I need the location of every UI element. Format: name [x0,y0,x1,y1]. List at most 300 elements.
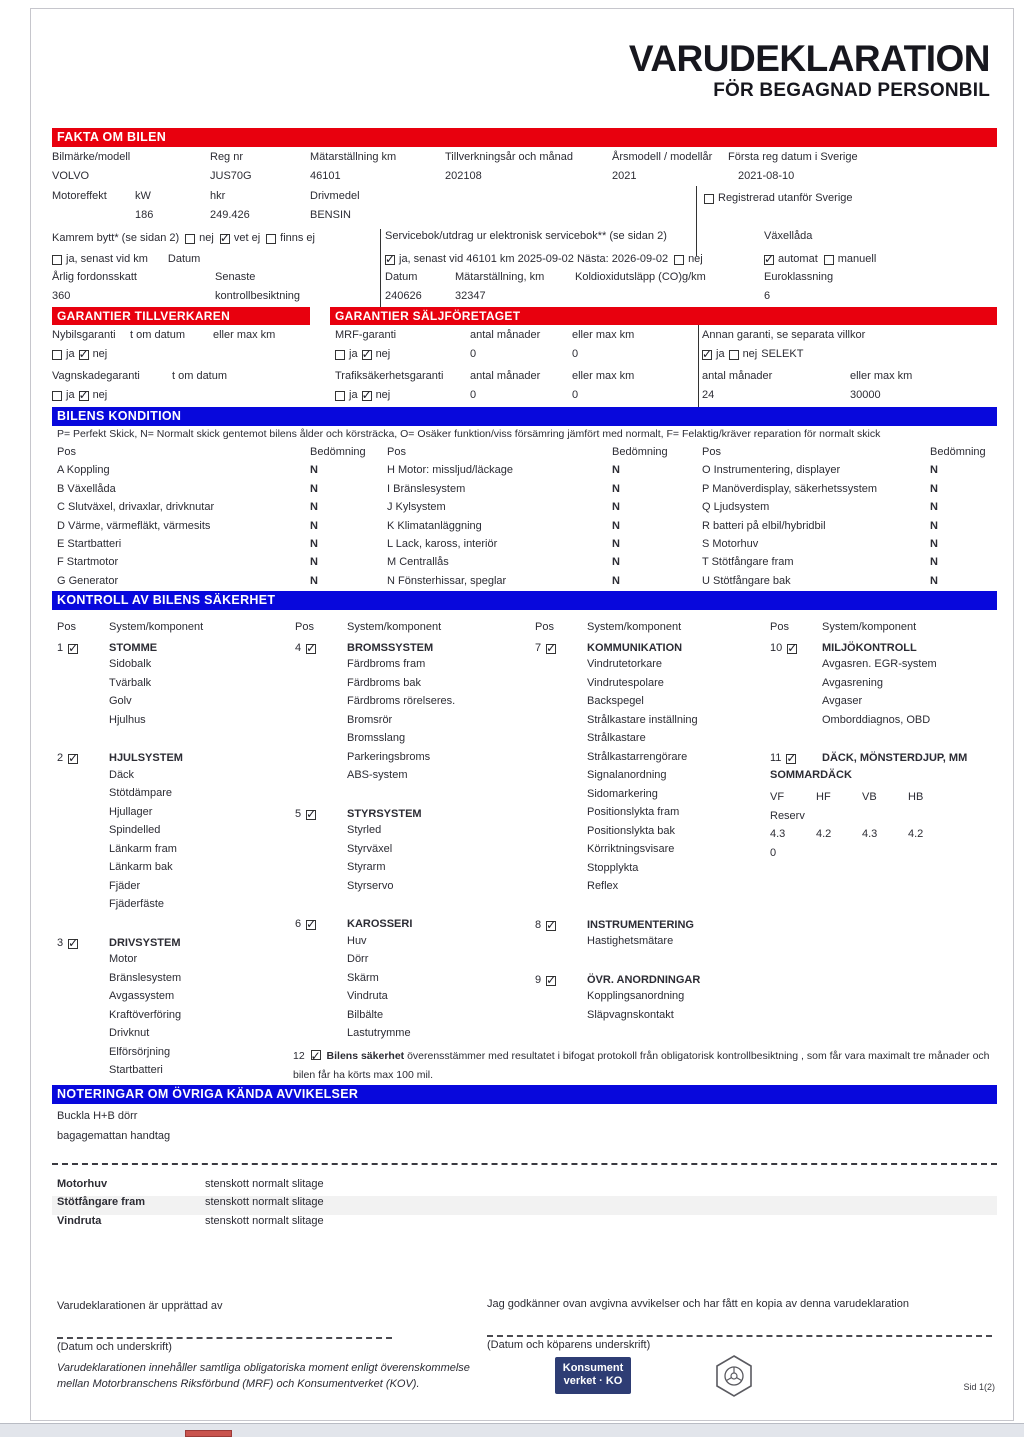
sakerhet-col-1 [57,621,295,1083]
safety-item: Länkarm bak [109,861,173,873]
safety-item: Färdbroms bak [347,676,421,689]
konsumentverket-line-2: verket · KO [563,1375,623,1387]
kondition-row [387,556,702,574]
besiktning-km-value: 32347 [455,290,486,302]
trafik-maxkm-value: 0 [572,389,579,401]
group-ovr-anordningar [535,972,770,1028]
motoreffekt-label: Motoreffekt [52,190,107,202]
group-number: 7 [535,641,542,654]
group-drivsystem [57,935,295,1083]
tire-header: HB [908,791,924,803]
group-title: DRIVSYSTEM [109,936,181,949]
group-checkbox[interactable] [546,921,556,931]
group-title: ÖVR. ANORDNINGAR [587,973,701,986]
item12-lead: Bilens säkerhet [326,1050,405,1062]
kondition-row [702,538,997,556]
kondition-row [57,556,387,574]
servicebok-ja-row [385,251,703,269]
kondition-item-label: T Stötfångare fram [702,556,794,569]
field-value: 202108 [445,170,482,182]
sakerhet-col-3 [535,621,770,1083]
besiktning-km-label: Mätarställning, km [455,271,545,283]
kondition-item-grade: N [310,519,318,532]
kondition-item-grade: N [930,574,938,587]
tire-header: VF [770,791,785,803]
slitage-note: stenskott normalt slitage [205,1214,324,1227]
annan-nej-label: nej [742,348,758,360]
safety-item: Sidomarkering [587,787,658,800]
slitage-note: stenskott normalt slitage [205,1178,324,1190]
group-number: 6 [295,918,302,931]
trafik-manader-label: antal månader [470,370,541,382]
mrf-garanti-values [335,348,578,362]
kondition-item-label: U Stötfångare bak [702,574,791,587]
kondition-item-label: N Fönsterhissar, speglar [387,574,507,587]
safety-item: Parkeringsbroms [347,750,431,763]
drivmedel-value: BENSIN [310,209,351,221]
annan-garanti-label: Annan garanti, se separata villkor [702,329,866,341]
safety-item: Tvärbalk [109,676,152,689]
pos-header: Pos [770,621,789,633]
kondition-row [387,520,702,538]
next-page-red-bar-fragment [185,1430,232,1437]
kondition-item-grade: N [310,537,318,550]
group-number: 10 [770,641,783,654]
safety-item: Bränslesystem [109,971,182,984]
safety-item: Backspegel [587,695,644,707]
group-title: STYRSYSTEM [347,807,422,820]
group-checkbox[interactable] [306,644,316,654]
kondition-item-label: F Startmotor [57,556,119,569]
kamrem-nej-checkbox[interactable] [185,234,195,244]
kondition-item-label: P Manöverdisplay, säkerhetssystem [702,482,878,495]
group-title: BROMSSYSTEM [347,641,434,654]
nybilsgaranti-tom-label: t om datum [130,329,186,341]
footer-line-2: mellan Motorbranschens Riksförbund (MRF) och Konsumentverket (KOV). [57,1378,420,1390]
kondition-row [57,520,387,538]
safety-item: Stötdämpare [109,787,172,799]
upprattad-label: Varudeklarationen är upprättad av [57,1300,223,1312]
group-hjulsystem [57,750,295,917]
kondition-item-grade: N [930,519,938,532]
nybilsgaranti-ja-checkbox[interactable] [52,350,62,360]
safety-item: ABS-system [347,769,408,781]
kondition-item-grade: N [310,574,318,587]
system-header: System/komponent [587,621,682,633]
system-header: System/komponent [822,621,917,633]
sakerhet-col-2 [295,621,535,1083]
kondition-item-grade: N [612,501,620,514]
footer-line-1: Varudeklarationen innehåller samtliga obligatoriska moment enligt överenskommelse [57,1362,470,1374]
nybilsgaranti-checkrow [52,348,107,362]
group-checkbox[interactable] [68,644,78,654]
drivmedel-label: Drivmedel [310,190,360,202]
slitage-row [52,1178,997,1196]
servicebok-nej-label: nej [688,253,703,266]
safety-item: Skärm [347,971,379,984]
safety-item: Huv [347,934,367,947]
item12-checkbox[interactable] [311,1050,321,1060]
trafik-manader-value: 0 [470,389,477,401]
mrf-garanti-labels [335,329,634,343]
field-value: JUS70G [210,170,252,182]
group-number: 3 [57,936,64,949]
safety-item: Drivknut [109,1027,150,1039]
noteringar-notes [52,1104,997,1149]
senaste-label: Senaste [215,271,256,283]
kamrem-finnsej-label: finns ej [280,232,315,245]
divider-registrerad [696,186,697,256]
kamrem-vetej-label: vet ej [233,232,261,245]
kondition-item-grade: N [310,464,318,477]
registrerad-label: Registrerad utanför Sverige [718,192,853,204]
tire-header: VB [862,791,877,803]
mrf-nej-checkbox[interactable] [362,350,372,360]
pos-header: Pos [535,621,554,633]
slitage-row [52,1196,997,1214]
besiktning-datum-label: Datum [385,271,418,283]
kondition-item-label: J Kylsystem [387,501,446,514]
kamrem-datum-label: Datum [167,253,201,266]
field-label: Första reg datum i Sverige [728,151,858,163]
vagnskadegaranti-checkrow [52,389,107,403]
annan-ja-label: ja [716,348,725,360]
kondition-row [387,483,702,501]
note-line: Buckla H+B dörr [57,1110,138,1122]
safety-item: Släpvagnskontakt [587,1008,674,1021]
registrerad-checkbox[interactable] [704,194,714,204]
datum-underskrift-label: (Datum och underskrift) [57,1341,172,1353]
kondition-item-label: I Bränslesystem [387,482,466,495]
kondition-item-grade: N [310,501,318,514]
section-footer [52,1355,997,1415]
co2-label: Koldioxidutsläpp (CO)g/km [575,271,706,283]
vagnskadegaranti-ja-checkbox[interactable] [52,391,62,401]
safety-item: Positionslykta fram [587,806,680,818]
section-bar-kondition: BILENS KONDITION [52,407,997,426]
kw-label: kW [135,190,151,202]
field-value: VOLVO [52,170,90,182]
divider-kamrem-servicebok [380,229,381,307]
vagnskadegaranti-tom-label: t om datum [172,370,228,382]
dack-subtitle: SOMMARDÄCK [770,768,852,781]
trafik-ja-label: ja [349,389,358,401]
bedomning-header: Bedömning [612,446,668,458]
safety-item: Stopplykta [587,861,639,874]
safety-item: Avgasren. EGR-system [822,658,937,670]
note-line: bagagemattan handtag [57,1129,171,1142]
safety-item: Positionslykta bak [587,824,676,837]
annan-garanti-note: SELEKT [761,348,804,360]
tire-value: 4.2 [908,828,924,840]
safety-item: Reflex [587,880,619,892]
safety-item: Strålkastare [587,732,646,744]
kondition-item-label: E Startbatteri [57,537,122,550]
slitage-part: Stötfångare fram [57,1196,146,1209]
tire-value: 0 [770,846,777,859]
group-number: 9 [535,973,542,986]
kondition-item-label: L Lack, kaross, interiör [387,537,498,550]
group-checkbox[interactable] [306,920,316,930]
kondition-item-label: O Instrumentering, displayer [702,464,841,477]
nybilsgaranti-labels [52,329,275,343]
kondition-item-grade: N [310,482,318,495]
group-checkbox[interactable] [68,754,78,764]
servicebok-label: Servicebok/utdrag ur elektronisk servicebok** (se sidan 2) [385,230,667,242]
safety-item: Vindrutetorkare [587,658,663,670]
fordonsskatt-label: Årlig fordonsskatt [52,271,137,283]
safety-item: Lastutrymme [347,1027,411,1039]
kondition-item-grade: N [930,556,938,569]
slitage-part: Vindruta [57,1214,102,1227]
system-header: System/komponent [347,621,442,633]
kondition-row [57,538,387,556]
mrf-nej-label: nej [375,348,391,360]
group-dack [770,750,997,865]
section-garantier [52,307,997,407]
servicebok-ja-label: ja, senast vid 46101 km 2025-09-02 Nästa: 2026-09-02 [399,253,669,266]
document-header [629,40,990,103]
tire-value: 4.3 [862,828,878,840]
mrf-manader-value: 0 [470,348,477,360]
section-fakta-om-bilen [52,128,997,307]
signature-line-buyer [487,1335,992,1337]
safety-item: Avgaser [822,695,863,707]
mrf-manader-label: antal månader [470,329,541,341]
group-number: 4 [295,641,302,654]
kondition-item-grade: N [310,556,318,569]
besiktning-datum-value: 240626 [385,290,422,302]
kondition-item-grade: N [612,464,620,477]
group-title: MILJÖKONTROLL [822,641,917,654]
group-checkbox[interactable] [546,976,556,986]
safety-item: Styrled [347,824,382,836]
trafik-nej-label: nej [375,389,391,401]
mrf-garanti-label: MRF-garanti [335,329,397,341]
pos-header: Pos [387,446,406,458]
item12-statement [293,1047,998,1085]
bedomning-header: Bedömning [930,446,986,458]
sakerhet-columns [57,621,997,1083]
servicebok-nej-checkbox[interactable] [674,255,684,265]
mrf-logo-icon [715,1355,753,1397]
vaxellada-label: Växellåda [764,230,813,242]
fakta-row2 [52,190,450,228]
euroklassning-label: Euroklassning [764,271,834,283]
tire-value: 4.3 [770,828,786,840]
kondition-item-label: A Koppling [57,464,110,477]
section-bar-garantier-saljforetaget: GARANTIER SÄLJFÖRETAGET [330,307,997,325]
mrf-maxkm-label: eller max km [572,329,635,341]
annan-nej-checkbox[interactable] [729,350,739,360]
annan-garanti-checkrow [702,348,803,362]
kondition-item-label: S Motorhuv [702,537,759,550]
group-checkbox[interactable] [787,644,797,654]
annan-maxkm-value: 30000 [850,389,881,401]
group-title: INSTRUMENTERING [587,918,694,931]
kondition-item-label: H Motor: missljud/läckage [387,464,513,477]
vagnskadegaranti-nej-label: nej [92,389,108,401]
annan-manader-label: antal månader [702,370,773,382]
section-bar-noteringar: NOTERINGAR OM ÖVRIGA KÄNDA AVVIKELSER [52,1085,997,1104]
divider-annan-garanti [698,325,699,407]
kw-value: 186 [135,209,154,221]
mrf-maxkm-value: 0 [572,348,579,360]
safety-item: Däck [109,768,135,781]
safety-item: Styrarm [347,861,386,873]
safety-item: Kopplingsanordning [587,990,685,1002]
kondition-table [57,446,997,593]
registrerad-row [704,192,853,206]
manuell-checkbox[interactable] [824,255,834,265]
kondition-item-label: D Värme, värmefläkt, värmesits [57,519,211,532]
section-noteringar [52,1085,997,1233]
trafik-ja-checkbox[interactable] [335,391,345,401]
group-stomme [57,640,295,733]
slitage-table [52,1178,997,1233]
konsumentverket-line-1: Konsument [562,1362,624,1374]
kondition-item-grade: N [612,556,620,569]
fakta-field [445,151,612,189]
hkr-value: 249.426 [210,209,250,221]
bedomning-header: Bedömning [310,446,366,458]
safety-item: Kraftöverföring [109,1008,182,1021]
kondition-legend: P= Perfekt Skick, N= Normalt skick gentemot bilens ålder och körsträcka, O= Osäker funktion/viss försämring jämfört med normalt, F= Felaktig/kräver reparation för normalt skick [57,428,881,440]
section-signatur [52,1290,997,1355]
vagnskadegaranti-label: Vagnskadegaranti [52,370,140,382]
safety-item: Strålkastarrengörare [587,750,688,763]
safety-item: Elförsörjning [109,1045,171,1058]
kondition-item-grade: N [930,501,938,514]
section-kontroll-sakerhet [52,591,997,1085]
group-karosseri [295,916,535,1046]
item12-number: 12 [293,1050,305,1062]
kondition-item-label: G Generator [57,574,119,587]
tire-header: Reserv [770,809,805,822]
item12-text: överensstämmer med resultatet i bifogat protokoll från obligatorisk kontrollbesiktning , som får vara maximalt tre månader och bilen får ha körts max 100 mil. [293,1050,990,1081]
kondition-item-label: B Växellåda [57,482,116,495]
servicebok-ja-checkbox[interactable] [385,255,395,265]
group-checkbox[interactable] [546,644,556,654]
group-checkbox[interactable] [306,810,316,820]
group-number: 2 [57,752,64,765]
section-bar-fakta: FAKTA OM BILEN [52,128,997,147]
group-title: DÄCK, MÖNSTERDJUP, MM [822,752,968,765]
pos-header: Pos [57,621,76,633]
section-bilens-kondition [52,407,997,591]
kondition-row [57,464,387,482]
group-number: 8 [535,918,542,931]
annan-garanti-labels2 [702,370,912,384]
safety-item: Fjäder [109,879,141,892]
group-title: KOMMUNIKATION [587,641,683,654]
nybilsgaranti-ja-label: ja [66,348,75,360]
hkr-label: hkr [210,190,226,202]
group-checkbox[interactable] [786,754,796,764]
kamrem-label: Kamrem bytt* (se sidan 2) [52,232,180,245]
tire-depth-table [770,791,997,865]
nybilsgaranti-nej-checkbox[interactable] [79,350,89,360]
kondition-item-grade: N [930,482,938,495]
fakta-field [612,151,728,189]
fakta-row1 [52,151,997,189]
safety-item: Färdbroms fram [347,658,426,670]
kamrem-ja-checkbox[interactable] [52,255,62,265]
safety-item: Hjulhus [109,713,146,726]
pos-header: Pos [57,446,76,458]
nybilsgaranti-maxkm-label: eller max km [213,329,276,341]
safety-item: Sidobalk [109,658,152,670]
group-number: 5 [295,807,302,820]
kondition-row [387,538,702,556]
kondition-row [387,501,702,519]
safety-item: Vindruta [347,990,388,1002]
kamrem-finnsej-checkbox[interactable] [266,234,276,244]
trafik-garanti-labels [335,370,634,384]
safety-item: Hjullager [109,805,153,818]
safety-item: Avgasrening [822,676,883,689]
field-label: Mätarställning km [310,151,397,163]
group-kommunikation [535,640,770,899]
kondition-item-label: C Slutväxel, drivaxlar, drivknutar [57,501,215,514]
trafik-nej-checkbox[interactable] [362,391,372,401]
kamrem-ja-label: ja, senast vid km [66,253,148,266]
kondition-item-label: K Klimatanläggning [387,519,482,532]
annan-ja-checkbox[interactable] [702,350,712,360]
page-title: VARUDEKLARATION [628,38,990,79]
mrf-ja-label: ja [349,348,358,360]
safety-item: Länkarm fram [109,842,177,855]
mrf-ja-checkbox[interactable] [335,350,345,360]
kondition-row [702,501,997,519]
nybilsgaranti-label: Nybilsgaranti [52,329,116,341]
section-bar-garantier-tillverkaren: GARANTIER TILLVERKAREN [52,307,310,325]
kondition-row [702,520,997,538]
kondition-item-grade: N [612,519,620,532]
fordonsskatt-value: 360 [52,290,71,302]
godkanner-label: Jag godkänner ovan avgivna avvikelser och har fått en kopia av denna varudeklaration [487,1298,909,1310]
automat-checkbox[interactable] [764,255,774,265]
kondition-row [702,556,997,574]
group-checkbox[interactable] [68,939,78,949]
fakta-field [310,151,445,189]
kondition-row [702,483,997,501]
vagnskadegaranti-nej-checkbox[interactable] [79,391,89,401]
kondition-item-label: R batteri på elbil/hybridbil [702,519,826,532]
manuell-label: manuell [837,253,877,266]
pos-header: Pos [702,446,721,458]
kondition-item-grade: N [930,464,938,477]
group-title: KAROSSERI [347,918,413,931]
safety-item: Hastighetsmätare [587,935,674,947]
annan-manader-value: 24 [702,389,715,401]
group-number: 11 [770,752,782,765]
trafik-garanti-values [335,389,578,403]
kamrem-vetej-checkbox[interactable] [220,234,230,244]
safety-item: Dörr [347,953,369,965]
slitage-row [52,1215,997,1233]
annan-maxkm-label: eller max km [850,370,913,382]
kondition-item-grade: N [612,537,620,550]
safety-item: Startbatteri [109,1064,163,1076]
kondition-item-label: Q Ljudsystem [702,501,770,514]
footer-text [57,1360,470,1392]
safety-item: Körriktningsvisare [587,843,675,855]
system-header: System/komponent [109,621,204,633]
group-miljokontroll [770,640,997,733]
euroklassning-value: 6 [764,290,771,302]
annan-garanti-values [702,389,881,403]
